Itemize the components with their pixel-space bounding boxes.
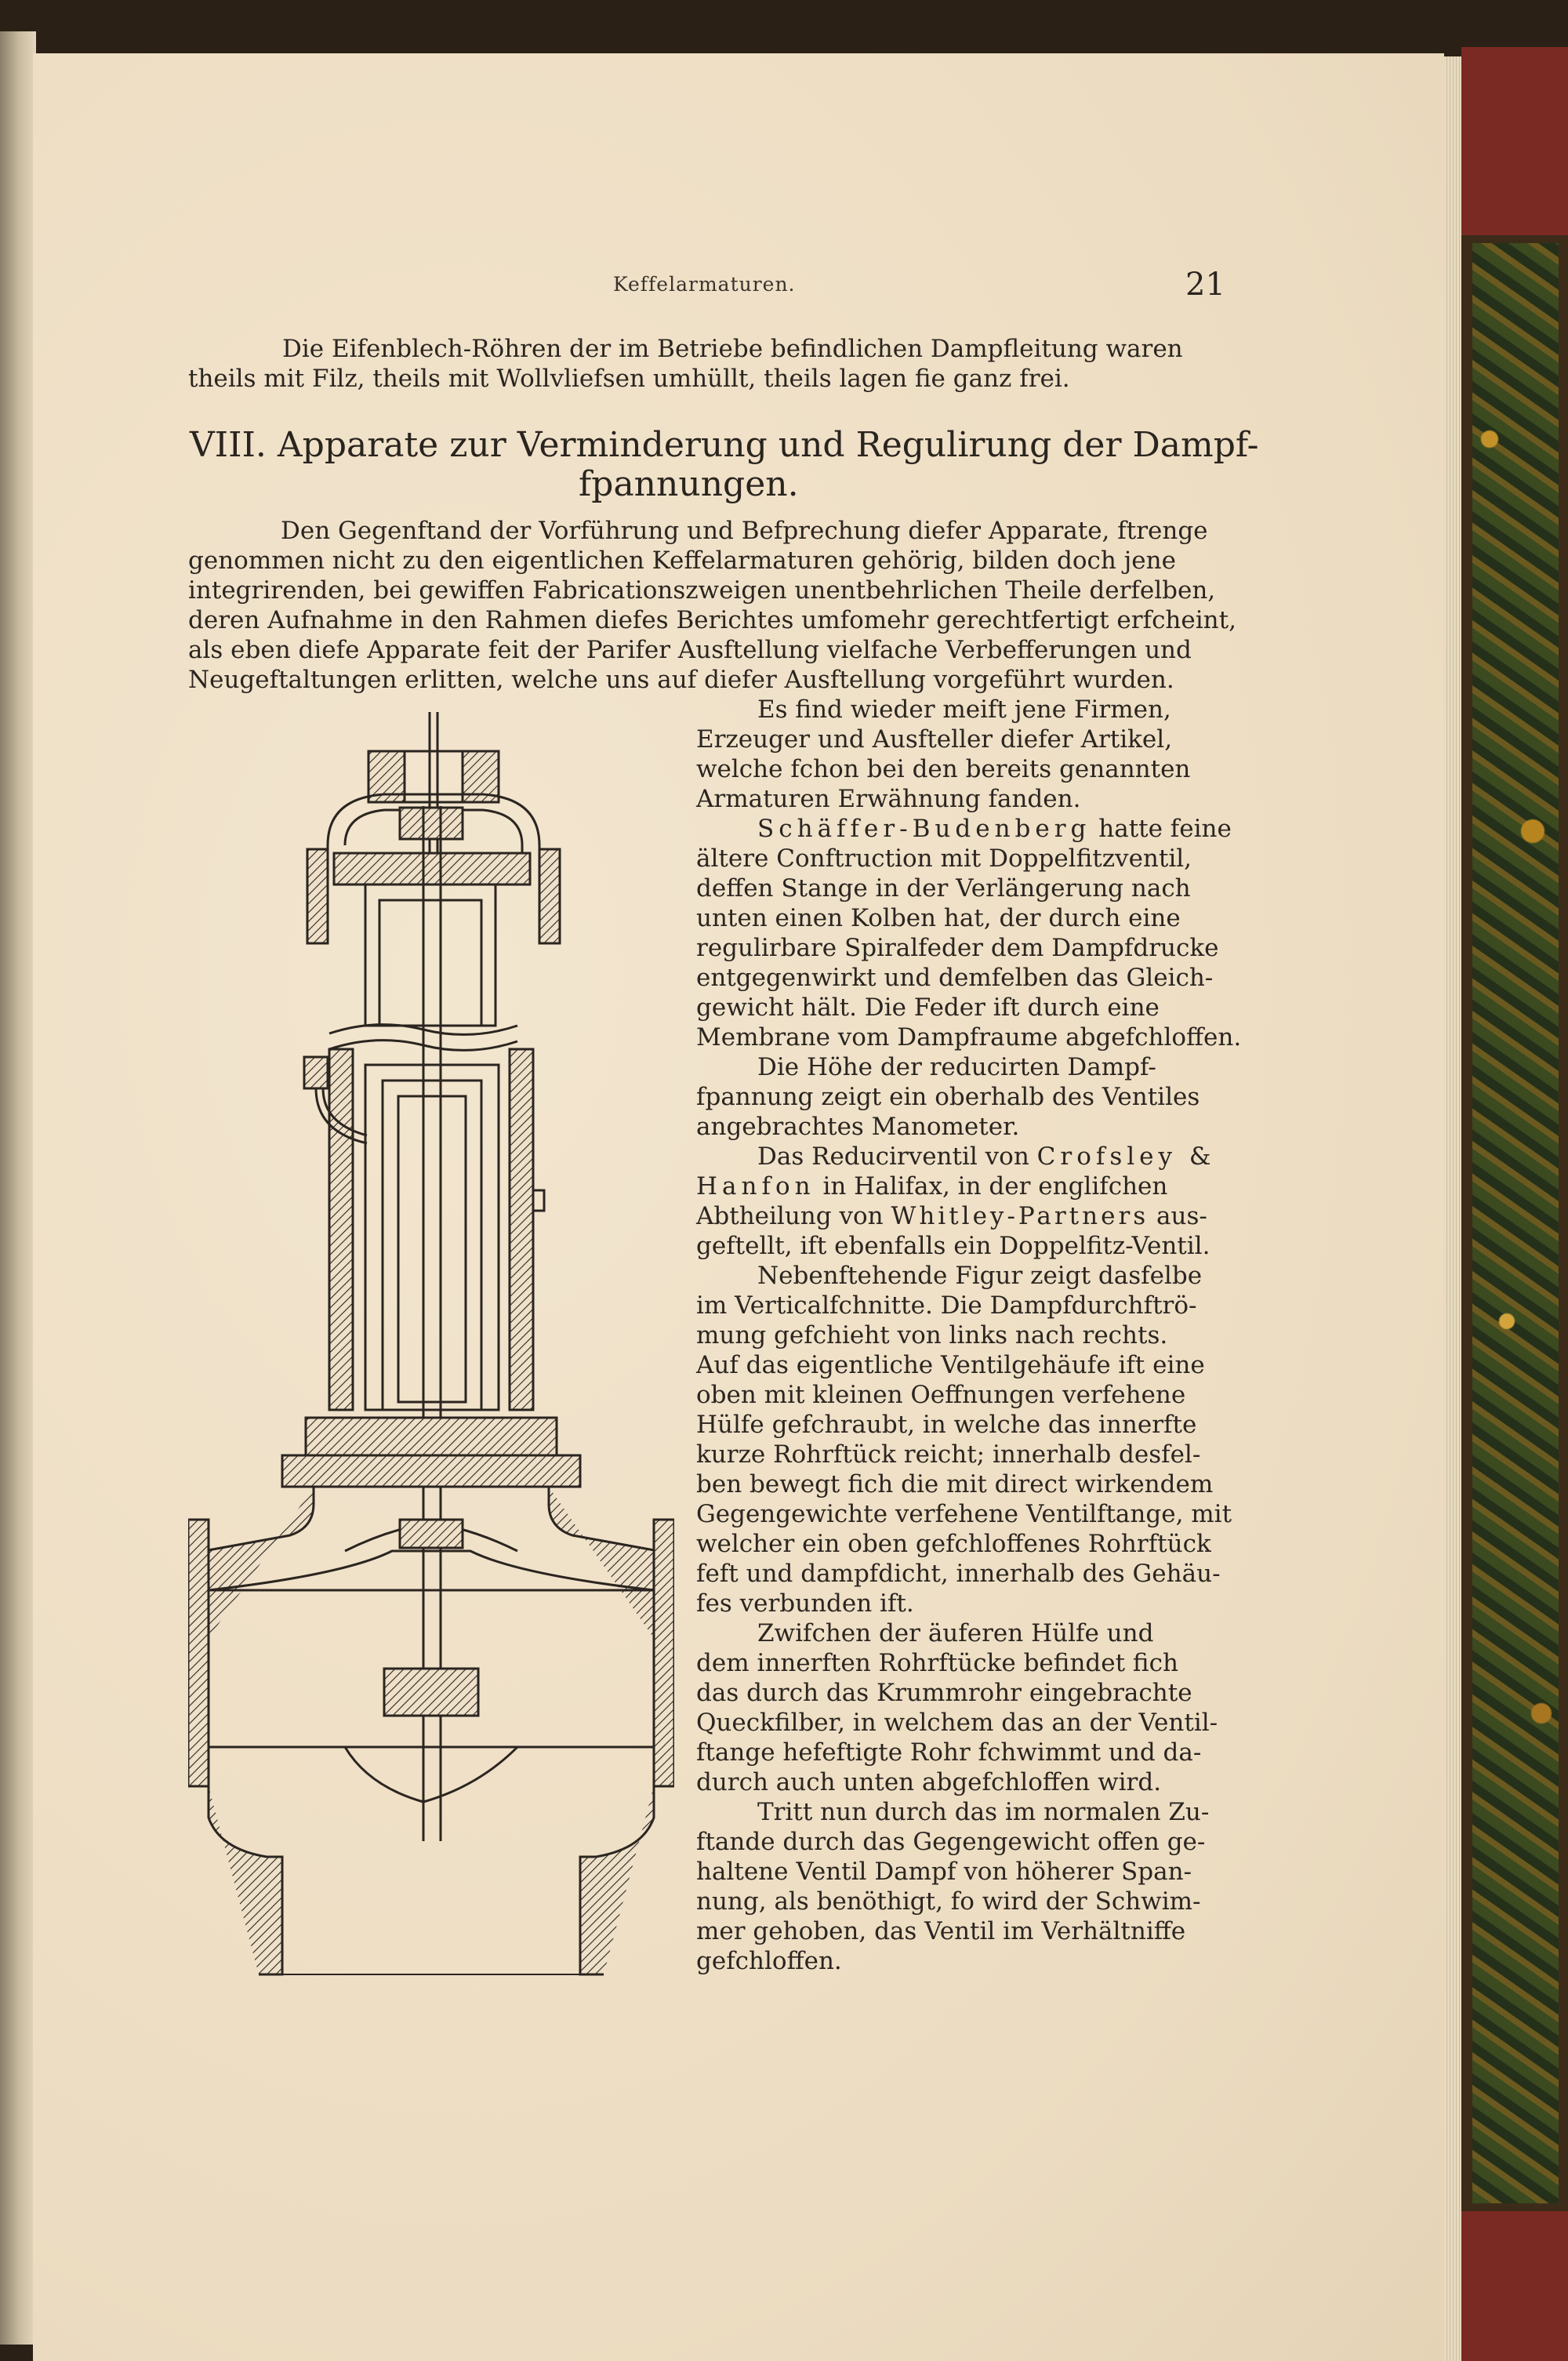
text-line: Das Reducirventil von Crofsley & [757, 1142, 1216, 1171]
text-line: Den Gegenftand der Vorführung und Befprechung diefer Apparate, ftrenge [281, 517, 1208, 545]
text-line: Neugeftaltungen erlitten, welche uns auf diefer Ausftellung vorgeführt wurden. [188, 666, 1174, 694]
cover-leather-top [1461, 47, 1568, 235]
company-name-schaeffer-budenberg: Schäffer-Budenberg [757, 815, 1091, 843]
left-page-edge [0, 31, 36, 2345]
company-name-whitley-partners: Whitley-Partners [891, 1202, 1149, 1230]
text-line: regulirbare Spiralfeder dem Dampfdrucke [696, 934, 1219, 962]
text-line: ben bewegt fich die mit direct wirkendem [696, 1470, 1214, 1498]
text-line: das durch das Krummrohr eingebrachte [696, 1679, 1192, 1707]
running-title: Keffelarmaturen. [613, 273, 796, 296]
marbled-endpaper [1472, 243, 1559, 2203]
valve-section-figure [188, 704, 674, 1990]
text-line: ftange hefeftigte Rohr fchwimmt und da- [696, 1738, 1202, 1767]
text-line: Tritt nun durch das im normalen Zu- [757, 1798, 1210, 1826]
text-line: durch auch unten abgefchloffen wird. [696, 1768, 1162, 1796]
text-line: theils mit Filz, theils mit Wollvliefsen umhüllt, theils lagen fie ganz frei. [188, 365, 1070, 393]
text-line: im Verticalfchnitte. Die Dampfdurchftrö- [696, 1291, 1197, 1320]
text-line: unten einen Kolben hat, der durch eine [696, 904, 1181, 932]
cover-leather-bottom [1461, 2211, 1568, 2361]
text-line: Membrane vom Dampfraume abgefchloffen. [696, 1023, 1242, 1052]
text-line: entgegenwirkt und demfelben das Gleich- [696, 964, 1214, 992]
text-line: mung gefchieht von links nach rechts. [696, 1321, 1168, 1349]
text-line: welcher ein oben gefchloffenes Rohrftück [696, 1530, 1211, 1558]
text-line: Zwifchen der äuferen Hülfe und [757, 1619, 1154, 1647]
right-column [696, 695, 1241, 1976]
text-line: Schäffer-Budenberg hatte feine [757, 815, 1232, 843]
company-name-hanfon: Hanfon [696, 1172, 815, 1200]
text-line: nung, als benöthigt, fo wird der Schwim- [696, 1887, 1201, 1916]
text-line: Es find wieder meift jene Firmen, [757, 696, 1171, 724]
text-line: Abtheilung von Whitley-Partners aus- [696, 1202, 1207, 1230]
text-line: Gegengewichte verfehene Ventilftange, mit [696, 1500, 1232, 1528]
text-line: kurze Rohrftück reicht; innerhalb desfel- [696, 1440, 1201, 1469]
text-line: fes verbunden ift. [696, 1589, 914, 1618]
text-line: Hülfe gefchraubt, in welche das innerfte [696, 1411, 1197, 1439]
text-line: deren Aufnahme in den Rahmen diefes Berichtes umfomehr gerechtfertigt erfcheint, [188, 606, 1236, 634]
text-line: Armaturen Erwähnung fanden. [696, 785, 1081, 813]
text-line: gewicht hält. Die Feder ift durch eine [696, 993, 1160, 1022]
text-line: Hanfon in Halifax, in der englifchen [696, 1172, 1168, 1200]
text-line: Queckfilber, in welchem das an der Ventil- [696, 1709, 1218, 1737]
text-line: oben mit kleinen Oeffnungen verfehene [696, 1381, 1186, 1409]
company-name-crofsley: Crofsley & [1036, 1142, 1216, 1171]
book-cover [1461, 47, 1568, 2361]
text-line: welche fchon bei den bereits genannten [696, 755, 1191, 783]
text-line: gefchloffen. [696, 1947, 842, 1975]
page-number: 21 [1185, 267, 1225, 303]
text-line: Erzeuger und Ausfteller diefer Artikel, [696, 725, 1173, 754]
text-line: fpannung zeigt ein oberhalb des Ventiles [696, 1083, 1200, 1111]
text-line: ältere Conftruction mit Doppelfitzventil, [696, 845, 1192, 873]
text-line: haltene Ventil Dampf von höherer Span- [696, 1858, 1192, 1886]
text-line: angebrachtes Manometer. [696, 1113, 1020, 1141]
intro-paragraph [188, 334, 1183, 394]
text-line: ftande durch das Gegengewicht offen ge- [696, 1828, 1206, 1856]
page-stack-edge [1444, 56, 1461, 2361]
text-line: geftellt, ift ebenfalls ein Doppelfitz-Ventil. [696, 1232, 1210, 1260]
text-line: genommen nicht zu den eigentlichen Keffelarmaturen gehörig, bilden doch jene [188, 547, 1176, 575]
text-line: Die Eifenblech-Röhren der im Betriebe befindlichen Dampfleitung waren [282, 335, 1183, 363]
text-line: Die Höhe der reducirten Dampf- [757, 1053, 1156, 1081]
text-line: mer gehoben, das Ventil im Verhältniffe [696, 1917, 1186, 1945]
text-line: dem innerften Rohrftücke befindet fich [696, 1649, 1178, 1677]
text-line: als eben diefe Apparate feit der Parifer Ausftellung vielfache Verbefferungen und [188, 636, 1192, 664]
text-line: Nebenftehende Figur zeigt dasfelbe [757, 1262, 1203, 1290]
section-heading: VIII. Apparate zur Verminderung und Regulirung der Dampf- [190, 425, 1259, 465]
text-line: deffen Stange in der Verlängerung nach [696, 874, 1191, 903]
text-line: integrirenden, bei gewiffen Fabricationszweigen unentbehrlichen Theile derfelben, [188, 576, 1216, 605]
section-heading-cont: fpannungen. [579, 464, 799, 504]
text-line: feft und dampfdicht, innerhalb des Gehäu- [696, 1560, 1221, 1588]
full-width-paragraph [188, 516, 1236, 695]
text-line: Auf das eigentliche Ventilgehäufe ift eine [696, 1351, 1205, 1379]
